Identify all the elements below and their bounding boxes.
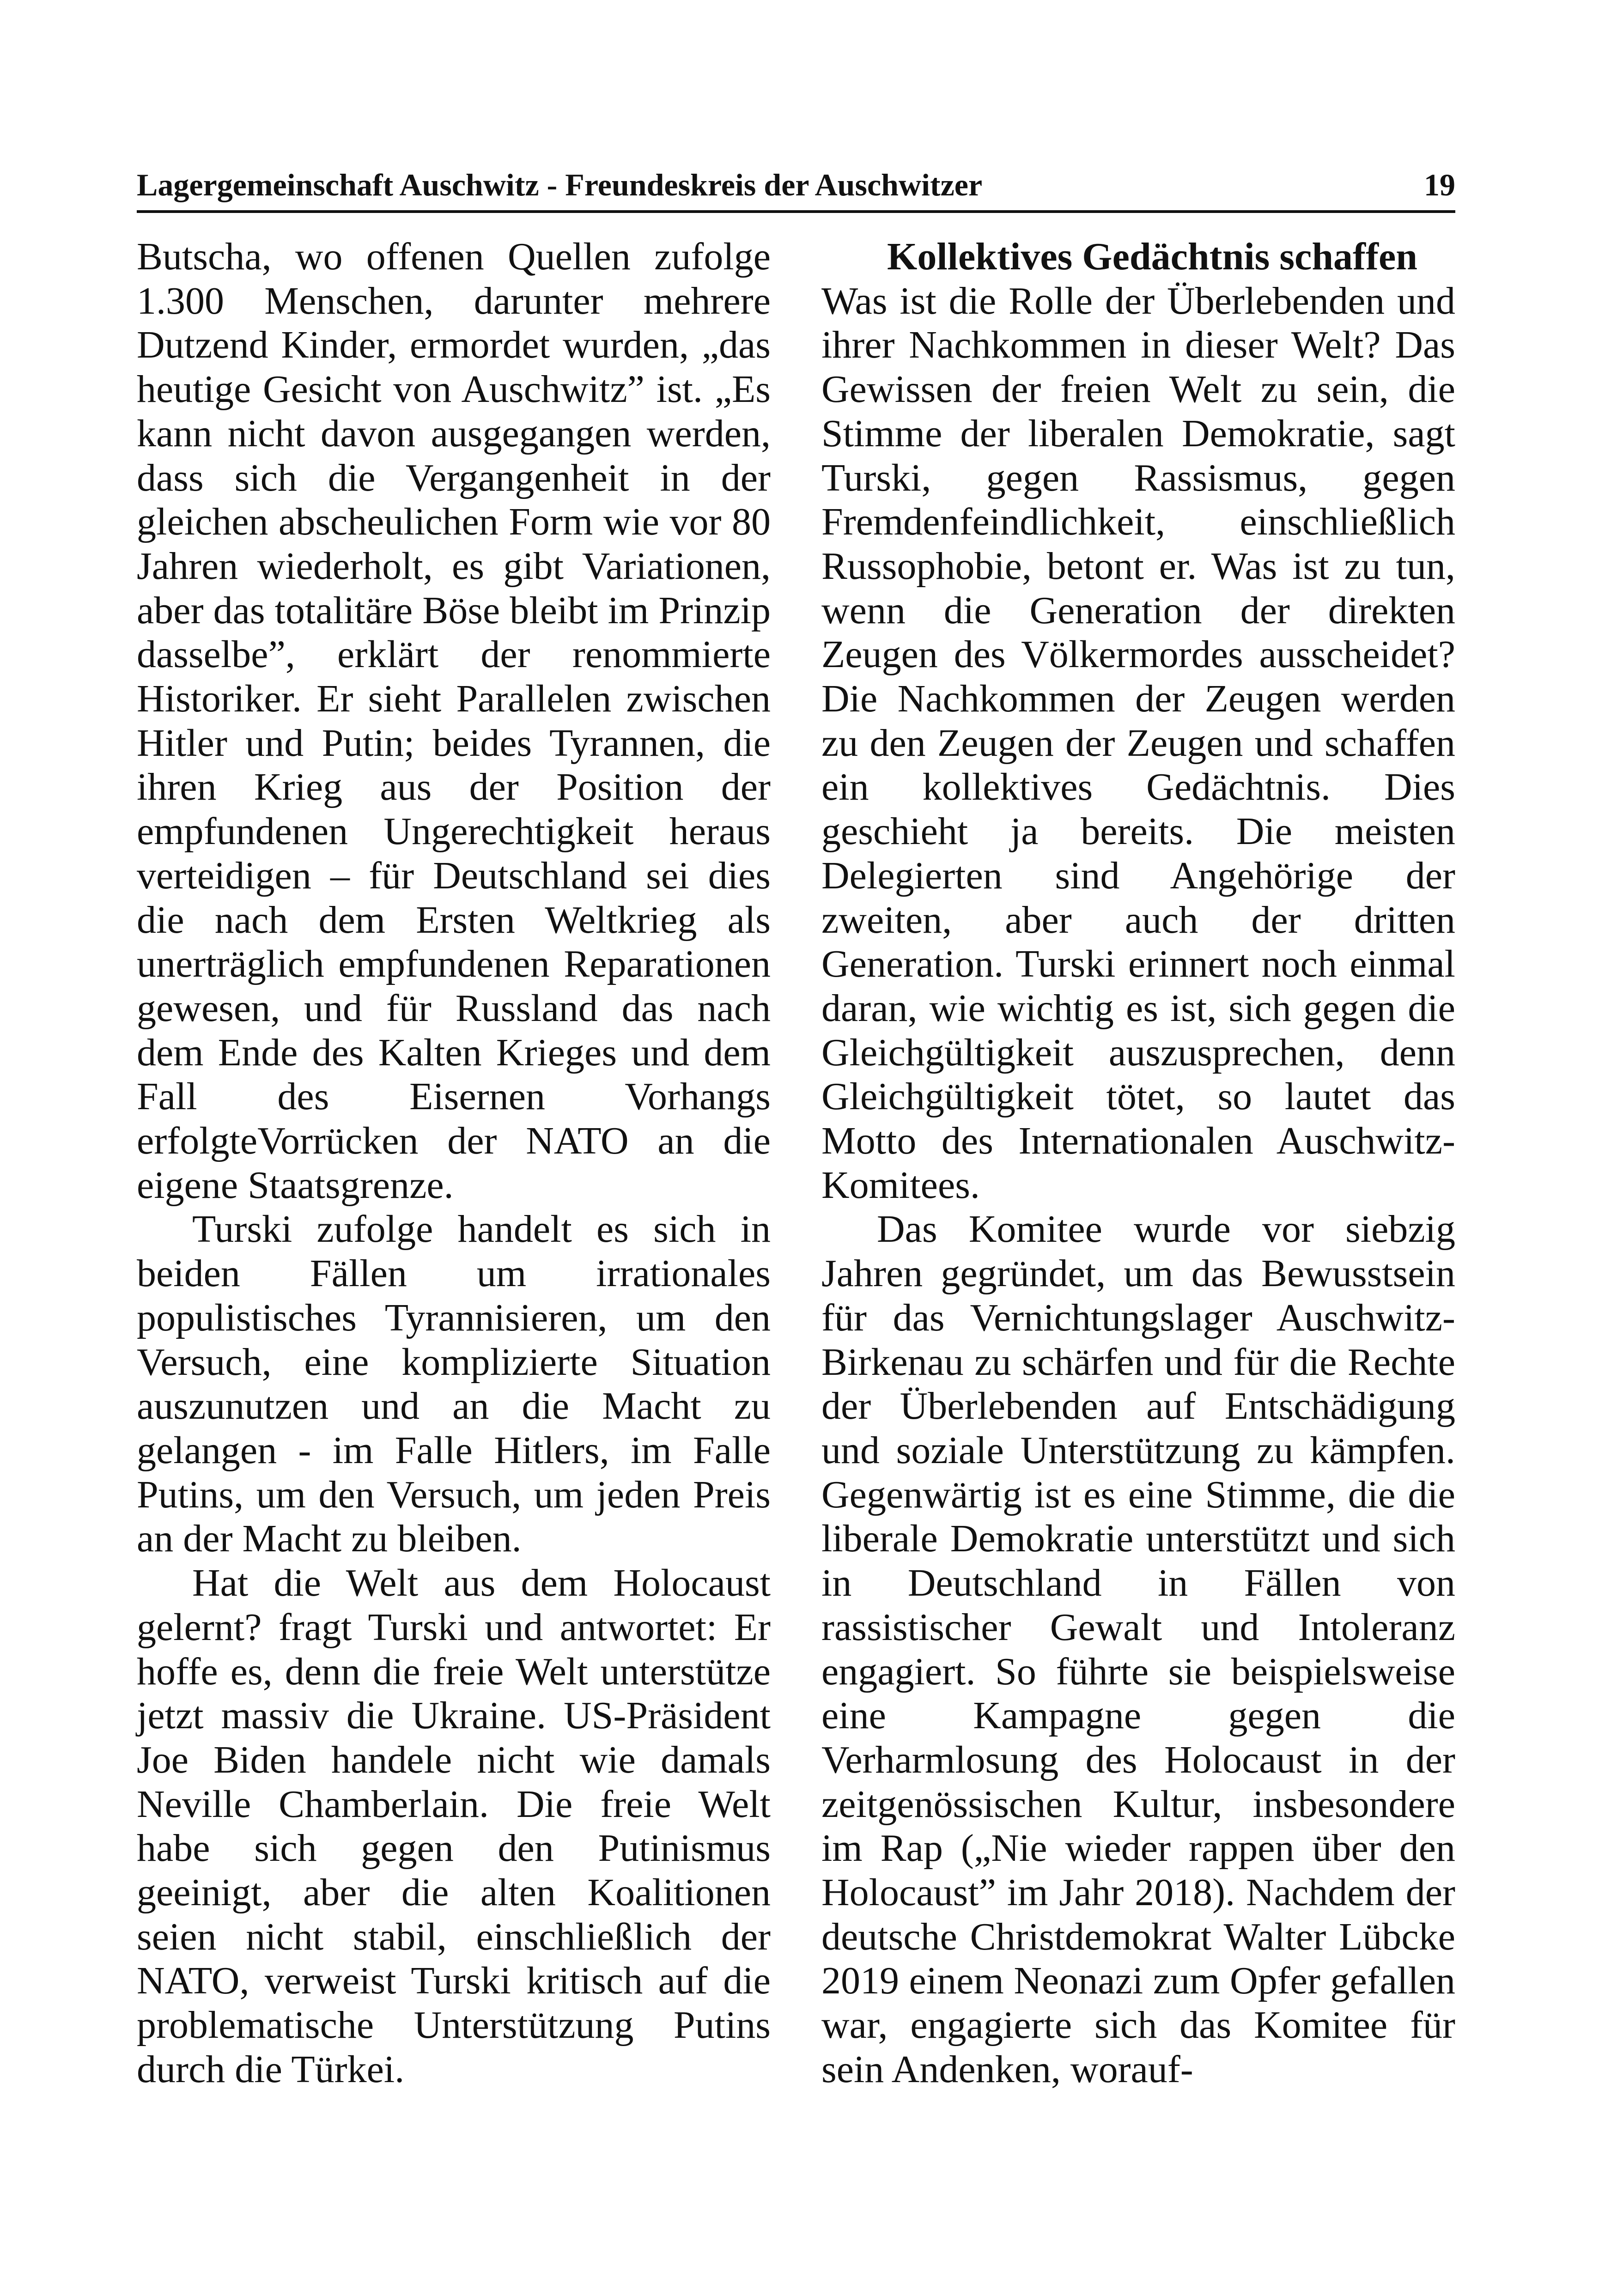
- paragraph: Turski zufolge handelt es sich in beiden Fällen um irrationales populistisches Tyrannisieren, um den Versuch, eine komplizierte Situation auszunutzen und an die Macht zu gelangen - im Falle Hitlers, im Falle Putins, um den Versuch, um jeden Preis an der Macht zu bleiben.: [137, 1208, 771, 1561]
- paragraph: Das Komitee wurde vor siebzig Jahren gegründet, um das Bewusstsein für das Vernichtungslager Auschwitz-Birkenau zu schärfen und für die Rechte der Überlebenden auf Entschädigung und soziale Unterstützung zu kämpfen. Gegenwärtig ist es eine Stimme, die die liberale Demokratie unterstützt und sich in Deutschland in Fällen von rassistischer Gewalt und Intoleranz engagiert. So führte sie beispielsweise eine Kampagne gegen die Verharmlosung des Holocaust in der zeitgenössischen Kultur, insbesondere im Rap („Nie wieder rappen über den Holocaust” im Jahr 2018). Nachdem der deutsche Christdemokrat Walter Lübcke 2019 einem Neonazi zum Opfer gefallen war, engagierte sich das Komitee für sein Andenken, worauf-: [821, 1208, 1455, 2091]
- section-subheading: Kollektives Gedächtnis schaffen: [887, 235, 1417, 278]
- running-header-title: Lagergemeinschaft Auschwitz - Freundeskreis der Auschwitzer: [137, 167, 983, 202]
- page-header: [137, 164, 1455, 210]
- paragraph: Butscha, wo offenen Quellen zufolge 1.300 Menschen, darunter mehrere Dutzend Kinder, ermordet wurden, „das heutige Gesicht von Auschwitz” ist. „Es kann nicht davon ausgegangen werden, dass sich die Vergangenheit in der gleichen abscheulichen Form wie vor 80 Jahren wiederholt, es gibt Variationen, aber das totalitäre Böse bleibt im Prinzip dasselbe”, erklärt der renommierte Historiker. Er sieht Parallelen zwischen Hitler und Putin; beides Tyrannen, die ihren Krieg aus der Position der empfundenen Ungerechtigkeit heraus verteidigen – für Deutschland sei dies die nach dem Ersten Weltkrieg als unerträglich empfundenen Reparationen gewesen, und für Russland das nach dem Ende des Kalten Krieges und dem Fall des Eisernen Vorhangs erfolgteVorrücken der NATO an die eigene Staatsgrenze.: [137, 235, 771, 1207]
- header-rule: [137, 210, 1455, 213]
- page-number: 19: [1424, 167, 1455, 202]
- left-column: [137, 235, 771, 2092]
- paragraph: Hat die Welt aus dem Holocaust gelernt? fragt Turski und antwortet: Er hoffe es, denn die freie Welt unterstütze jetzt massiv die Ukraine. US-Präsident Joe Biden handele nicht wie damals Neville Chamberlain. Die freie Welt habe sich gegen den Putinismus geeinigt, aber die alten Koalitionen seien nicht stabil, einschließlich der NATO, verweist Turski kritisch auf die problematische Unterstützung Putins durch die Türkei.: [137, 1561, 771, 2091]
- right-column: [821, 235, 1455, 2092]
- paragraph: Was ist die Rolle der Überlebenden und ihrer Nachkommen in dieser Welt? Das Gewissen der freien Welt zu sein, die Stimme der liberalen Demokratie, sagt Turski, gegen Rassismus, gegen Fremdenfeindlichkeit, einschließlich Russophobie, betont er. Was ist zu tun, wenn die Generation der direkten Zeugen des Völkermordes ausscheidet? Die Nachkommen der Zeugen werden zu den Zeugen der Zeugen und schaffen ein kollektives Gedächtnis. Dies geschieht ja bereits. Die meisten Delegierten sind Angehörige der zweiten, aber auch der dritten Generation. Turski erinnert noch einmal daran, wie wichtig es ist, sich gegen die Gleichgültigkeit auszusprechen, denn Gleichgültigkeit tötet, so lautet das Motto des Internationalen Auschwitz-Komitees.: [821, 279, 1455, 1207]
